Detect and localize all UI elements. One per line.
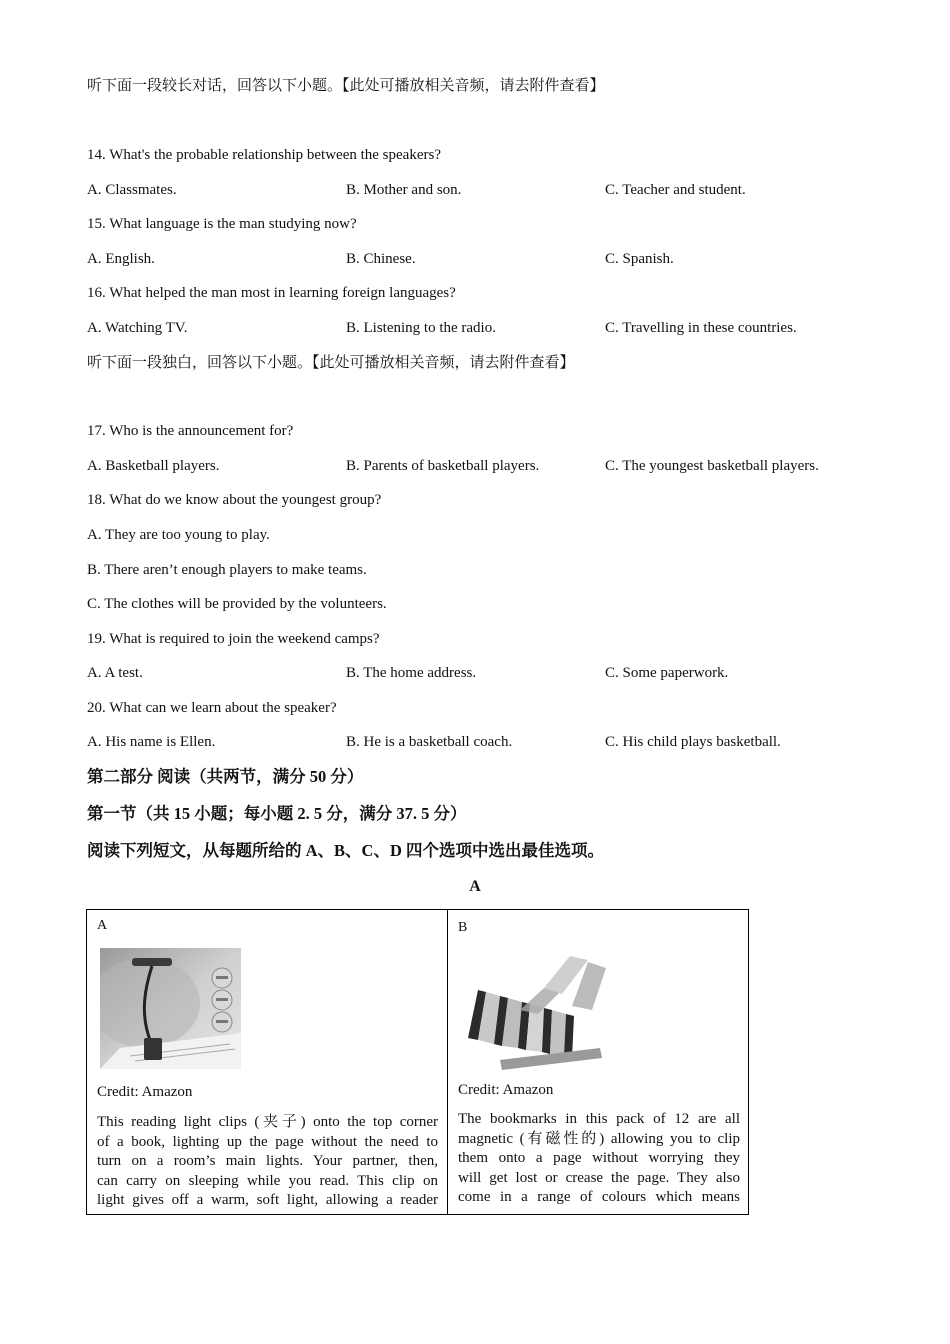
product-a-line: of a book, lighting up the page without the need to <box>97 1133 438 1150</box>
q15-option-c: C. Spanish. <box>605 251 674 267</box>
question-20: 20. What can we learn about the speaker? <box>87 700 337 716</box>
product-b-credit: Credit: Amazon <box>458 1082 554 1098</box>
monologue-instruction: 听下面一段独白，回答以下小题。【此处可播放相关音频，请去附件查看】 <box>87 355 575 371</box>
q17-option-b: B. Parents of basketball players. <box>346 458 540 474</box>
part-title: 第二部分 阅读（共两节，满分 50 分） <box>87 767 364 786</box>
question-16: 16. What helped the man most in learning foreign languages? <box>87 285 456 301</box>
q17-option-a: A. Basketball players. <box>87 458 220 474</box>
reading-instruction: 阅读下列短文，从每题所给的 A、B、C、D 四个选项中选出最佳选项。 <box>87 841 605 860</box>
product-a-line: This reading light clips (夹子) onto the top corner <box>97 1114 438 1130</box>
q19-option-c: C. Some paperwork. <box>605 665 729 681</box>
question-19: 19. What is required to join the weekend camps? <box>87 631 380 647</box>
q18-option-c: C. The clothes will be provided by the volunteers. <box>87 596 387 612</box>
dialogue-instruction: 听下面一段较长对话，回答以下小题。【此处可播放相关音频，请去附件查看】 <box>87 78 605 94</box>
question-15: 15. What language is the man studying now? <box>87 216 357 232</box>
product-a-description <box>97 1113 438 1211</box>
question-14: 14. What's the probable relationship between the speakers? <box>87 147 441 163</box>
passage-label: A <box>469 878 481 895</box>
q18-option-a: A. They are too young to play. <box>87 527 270 543</box>
q17-option-c: C. The youngest basketball players. <box>605 458 819 474</box>
q20-option-a: A. His name is Ellen. <box>87 734 216 750</box>
q15-option-b: B. Chinese. <box>346 251 416 267</box>
section-title: 第一节（共 15 小题；每小题 2. 5 分，满分 37. 5 分） <box>87 804 467 823</box>
product-b-description <box>458 1110 740 1208</box>
q16-option-c: C. Travelling in these countries. <box>605 320 797 336</box>
q14-option-b: B. Mother and son. <box>346 182 462 198</box>
q16-option-a: A. Watching TV. <box>87 320 188 336</box>
question-17: 17. Who is the announcement for? <box>87 423 294 439</box>
q20-option-c: C. His child plays basketball. <box>605 734 781 750</box>
reading-light-image <box>100 948 241 1069</box>
product-b-line: them onto a page without worrying they <box>458 1150 740 1166</box>
product-table <box>86 909 749 1215</box>
product-b-line: come in a range of colours which means <box>458 1189 740 1205</box>
product-b-line: will get lost or crease the page. They also <box>458 1169 740 1186</box>
product-a-label: A <box>97 918 108 933</box>
product-a-line: turn on a room’s main lights. Your partner, then, <box>97 1153 438 1169</box>
product-b-line: The bookmarks in this pack of 12 are all <box>458 1111 740 1127</box>
q14-option-a: A. Classmates. <box>87 182 177 198</box>
product-cell-b <box>448 910 749 1215</box>
bookmarks-image <box>460 948 610 1070</box>
question-18: 18. What do we know about the youngest group? <box>87 492 382 508</box>
q15-option-a: A. English. <box>87 251 155 267</box>
q19-option-b: B. The home address. <box>346 665 477 681</box>
q18-option-b: B. There aren’t enough players to make teams. <box>87 562 367 578</box>
product-cell-a <box>87 910 448 1215</box>
product-a-line: light gives off a warm, soft light, allowing a reader <box>97 1192 438 1208</box>
product-a-credit: Credit: Amazon <box>97 1084 193 1100</box>
q14-option-c: C. Teacher and student. <box>605 182 746 198</box>
q16-option-b: B. Listening to the radio. <box>346 320 496 336</box>
product-a-line: can carry on sleeping while you read. This clip on <box>97 1172 438 1189</box>
q20-option-b: B. He is a basketball coach. <box>346 734 513 750</box>
product-b-line: magnetic (有磁性的) allowing you to clip <box>458 1130 740 1147</box>
q19-option-a: A. A test. <box>87 665 143 681</box>
product-b-label: B <box>458 920 468 935</box>
